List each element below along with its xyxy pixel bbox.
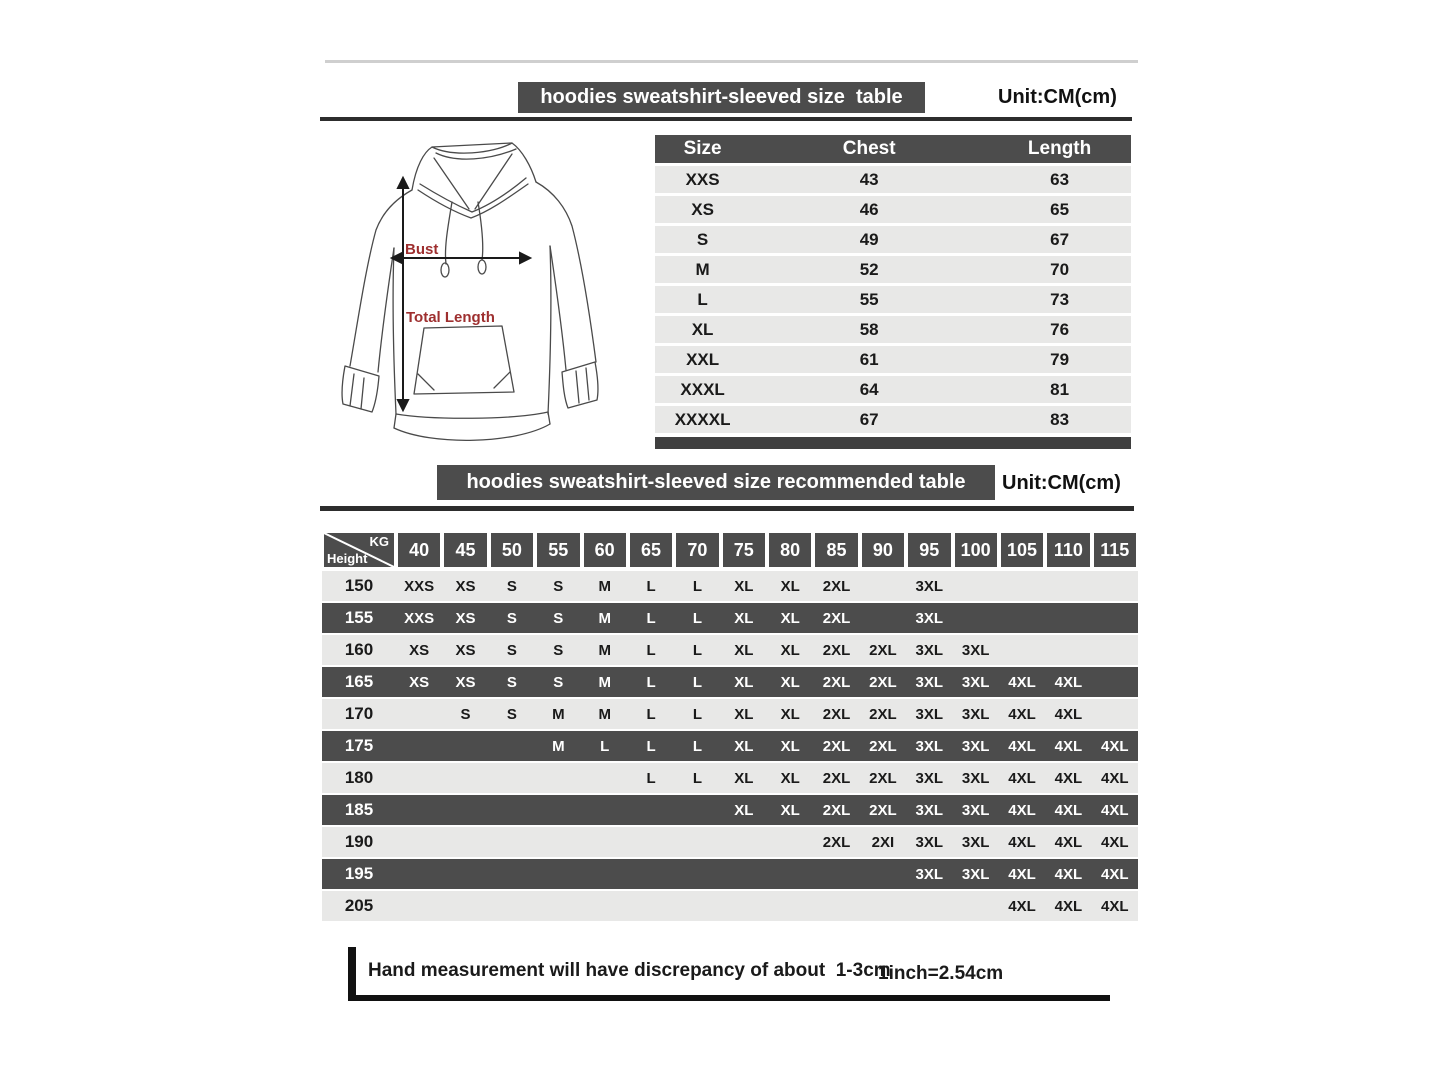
- footer-left-bar: [348, 947, 356, 999]
- recommended-table-row: [322, 667, 1138, 697]
- recommended-size-cell: 4XL: [1008, 833, 1036, 851]
- size-table-header: [655, 135, 1131, 163]
- size-cell: XXS: [685, 169, 720, 189]
- recommended-size-cell: L: [646, 769, 656, 787]
- recommended-size-cell: 2XL: [869, 641, 897, 659]
- recommended-size-cell: 4XL: [1054, 705, 1083, 723]
- recommended-size-cell: [489, 763, 535, 793]
- weight-header-cell: 90: [862, 533, 904, 567]
- recommended-size-cell: [1092, 667, 1138, 697]
- recommended-size-cell: 2XL: [869, 737, 897, 755]
- recommended-size-cell: [1045, 571, 1091, 601]
- size-cell: XL: [691, 319, 714, 339]
- recommended-size-cell: 3XL: [915, 577, 944, 595]
- recommended-size-cell: 2XL: [822, 705, 851, 723]
- size-cell: XS: [691, 199, 714, 219]
- recommended-size-cell: 3XL: [915, 801, 944, 819]
- recommended-size-cell: [1092, 699, 1138, 729]
- chest-cell: 52: [859, 259, 879, 279]
- recommended-size-cell: 3XL: [915, 865, 944, 883]
- size-table: [655, 135, 1131, 449]
- recommended-size-cell: L: [692, 577, 703, 595]
- recommended-size-cell: XL: [780, 769, 800, 787]
- recommended-size-cell: [860, 891, 906, 921]
- recommended-size-cell: 2XL: [869, 673, 897, 691]
- recommended-size-cell: [721, 827, 767, 857]
- chest-cell: 55: [859, 289, 879, 309]
- recommended-size-cell: [489, 891, 535, 921]
- weight-header-cell: 100: [955, 533, 997, 567]
- recommended-table-body: [322, 571, 1138, 921]
- recommended-size-cell: M: [552, 737, 565, 755]
- recommended-size-cell: [628, 795, 674, 825]
- recommended-size-cell: [535, 891, 581, 921]
- recommended-size-cell: S: [553, 641, 564, 659]
- recommended-size-cell: XXS: [404, 609, 435, 627]
- recommended-size-cell: XL: [734, 577, 754, 595]
- recommended-size-cell: [674, 859, 720, 889]
- recommended-size-cell: 4XL: [1008, 705, 1036, 723]
- recommended-size-cell: 2XL: [822, 577, 851, 595]
- recommended-size-cell: 4XL: [1054, 801, 1083, 819]
- size-table-row: [655, 286, 1131, 313]
- corner-header-cell: [324, 533, 394, 567]
- recommended-size-cell: 3XL: [961, 801, 990, 819]
- recommended-size-cell: S: [506, 609, 517, 627]
- recommended-size-cell: 4XL: [1101, 897, 1129, 915]
- size-column-header: Size: [683, 138, 722, 159]
- size-cell: XXXXL: [674, 409, 731, 429]
- recommended-size-cell: 4XL: [1101, 737, 1129, 755]
- recommended-size-cell: [396, 795, 442, 825]
- chest-cell: 58: [859, 319, 879, 339]
- recommended-size-cell: 4XL: [1101, 769, 1129, 787]
- recommended-size-cell: [442, 763, 488, 793]
- recommended-size-cell: [582, 891, 628, 921]
- recommended-size-cell: XL: [780, 609, 800, 627]
- recommended-size-cell: XL: [780, 705, 800, 723]
- recommended-size-cell: [860, 571, 906, 601]
- chest-cell: 49: [859, 229, 879, 249]
- size-table-row: [655, 376, 1131, 403]
- size-table-row: [655, 406, 1131, 433]
- recommended-size-cell: 3XL: [961, 769, 990, 787]
- recommended-table-row: [322, 635, 1138, 665]
- recommended-size-cell: [628, 827, 674, 857]
- recommended-size-cell: L: [646, 577, 656, 595]
- length-cell: 79: [1050, 349, 1070, 369]
- recommended-size-cell: 4XL: [1054, 769, 1083, 787]
- recommended-size-cell: 4XL: [1008, 897, 1036, 915]
- recommended-size-cell: 4XL: [1054, 673, 1083, 691]
- recommended-size-cell: [442, 827, 488, 857]
- recommended-size-cell: 4XL: [1054, 897, 1083, 915]
- recommended-size-cell: S: [506, 673, 517, 691]
- recommended-size-cell: XL: [780, 673, 800, 691]
- height-value-cell: 205: [344, 896, 374, 915]
- recommended-size-cell: 4XL: [1008, 865, 1036, 883]
- kg-label: KG: [369, 534, 389, 549]
- weight-header-cell: 105: [1001, 533, 1043, 567]
- length-cell: 73: [1050, 289, 1070, 309]
- chest-cell: 61: [859, 349, 879, 369]
- recommended-table-header: [322, 531, 1138, 569]
- recommended-size-cell: 2XL: [869, 801, 897, 819]
- recommended-size-cell: 4XL: [1054, 833, 1083, 851]
- recommended-size-cell: XL: [780, 641, 800, 659]
- recommended-size-cell: 2XL: [822, 737, 851, 755]
- recommended-size-cell: [628, 891, 674, 921]
- recommended-size-cell: [674, 827, 720, 857]
- recommended-table-row: [322, 891, 1138, 921]
- recommended-size-cell: 4XL: [1054, 737, 1083, 755]
- length-cell: 67: [1050, 229, 1070, 249]
- size-table-body: [655, 166, 1131, 433]
- size-cell: M: [695, 259, 710, 279]
- weight-header-cell: 40: [398, 533, 440, 567]
- recommended-size-cell: 3XL: [915, 833, 944, 851]
- recommended-size-cell: L: [600, 737, 610, 755]
- recommended-size-cell: L: [692, 737, 703, 755]
- recommended-size-cell: L: [646, 705, 656, 723]
- length-cell: 63: [1050, 169, 1070, 189]
- recommended-size-cell: [721, 891, 767, 921]
- recommended-table-row: [322, 827, 1138, 857]
- recommended-size-cell: 3XL: [915, 609, 944, 627]
- recommended-size-cell: [953, 891, 999, 921]
- recommended-size-cell: XS: [409, 641, 430, 659]
- recommended-size-cell: [674, 795, 720, 825]
- recommended-size-cell: [442, 891, 488, 921]
- height-value-cell: 190: [344, 832, 374, 851]
- size-cell: XXXL: [680, 379, 725, 399]
- size-cell: S: [696, 229, 709, 249]
- recommended-table-row: [322, 763, 1138, 793]
- recommended-size-cell: [535, 827, 581, 857]
- recommended-size-cell: [674, 891, 720, 921]
- weight-header-cell: 60: [584, 533, 626, 567]
- recommended-size-cell: 2XL: [822, 609, 851, 627]
- recommended-size-cell: XL: [780, 737, 800, 755]
- recommended-size-cell: M: [598, 641, 611, 659]
- recommended-size-cell: [442, 731, 488, 761]
- top-edge-artifact: [325, 60, 1138, 63]
- recommended-size-cell: [999, 571, 1045, 601]
- measurement-note: Hand measurement will have discrepancy of about 1-3cm: [368, 960, 891, 981]
- recommended-table: [322, 531, 1138, 923]
- recommended-size-cell: XS: [455, 641, 476, 659]
- recommended-size-cell: 4XL: [1008, 769, 1036, 787]
- recommended-size-cell: 3XL: [915, 769, 944, 787]
- recommended-size-cell: [953, 571, 999, 601]
- bust-label: Bust: [405, 241, 439, 258]
- size-cell: XXL: [686, 349, 720, 369]
- size-table-row: [655, 226, 1131, 253]
- recommended-size-cell: XL: [734, 609, 754, 627]
- recommended-size-cell: M: [598, 673, 611, 691]
- recommended-table-row: [322, 859, 1138, 889]
- recommended-size-cell: 4XL: [1101, 801, 1129, 819]
- recommended-size-cell: XS: [455, 609, 476, 627]
- length-cell: 76: [1050, 319, 1070, 339]
- recommended-size-cell: 4XL: [1008, 673, 1036, 691]
- recommended-size-cell: 4XL: [1008, 801, 1036, 819]
- hoodie-sketch: [342, 143, 598, 440]
- recommended-size-cell: [999, 603, 1045, 633]
- height-value-cell: 165: [344, 672, 374, 691]
- recommended-size-cell: [767, 859, 813, 889]
- recommended-table-row: [322, 571, 1138, 601]
- recommended-size-cell: L: [692, 705, 703, 723]
- recommended-table-row: [322, 699, 1138, 729]
- length-column-header: Length: [1027, 138, 1092, 159]
- recommended-size-cell: L: [692, 769, 703, 787]
- height-value-cell: 155: [344, 608, 374, 627]
- height-value-cell: 180: [344, 768, 374, 787]
- recommended-size-cell: 3XL: [915, 673, 944, 691]
- length-cell: 81: [1050, 379, 1070, 399]
- recommended-size-cell: S: [553, 609, 564, 627]
- recommended-size-cell: [535, 859, 581, 889]
- recommended-size-cell: 2XL: [869, 769, 897, 787]
- recommended-size-cell: 3XL: [961, 833, 990, 851]
- recommended-size-cell: [953, 603, 999, 633]
- weight-header-cell: 75: [723, 533, 765, 567]
- recommended-size-cell: S: [506, 577, 517, 595]
- size-table-row: [655, 196, 1131, 223]
- recommended-size-cell: [582, 763, 628, 793]
- inch-conversion: 1inch=2.54cm: [878, 963, 1004, 984]
- weight-header-cell: 110: [1047, 533, 1089, 567]
- recommended-size-cell: XS: [455, 577, 476, 595]
- recommended-size-cell: 3XL: [915, 737, 944, 755]
- recommended-size-cell: XL: [734, 769, 754, 787]
- recommended-size-cell: [442, 859, 488, 889]
- recommended-size-cell: M: [598, 577, 611, 595]
- height-value-cell: 195: [344, 864, 374, 883]
- recommended-size-cell: [582, 795, 628, 825]
- recommended-size-cell: [721, 859, 767, 889]
- weight-header-cell: 80: [769, 533, 811, 567]
- recommended-size-cell: S: [553, 673, 564, 691]
- recommended-size-cell: [1092, 571, 1138, 601]
- recommended-size-cell: 3XL: [961, 641, 990, 659]
- recommended-table-row: [322, 731, 1138, 761]
- recommended-size-cell: M: [552, 705, 565, 723]
- recommended-size-cell: 2XL: [869, 705, 897, 723]
- recommended-size-cell: XL: [734, 705, 754, 723]
- recommended-size-cell: L: [646, 609, 656, 627]
- recommended-size-cell: L: [692, 673, 703, 691]
- recommended-size-cell: 3XL: [961, 865, 990, 883]
- recommended-size-cell: L: [646, 737, 656, 755]
- recommended-size-cell: [489, 859, 535, 889]
- recommended-table-title: hoodies sweatshirt-sleeved size recommended table: [466, 471, 966, 493]
- size-table-row: [655, 256, 1131, 283]
- recommended-size-cell: M: [598, 609, 611, 627]
- recommended-size-cell: L: [646, 673, 656, 691]
- recommended-size-cell: [535, 763, 581, 793]
- chest-column-header: Chest: [842, 138, 896, 159]
- recommended-size-cell: 2XL: [822, 801, 851, 819]
- recommended-size-cell: [396, 891, 442, 921]
- recommended-size-cell: XL: [734, 801, 754, 819]
- recommended-size-cell: [813, 859, 859, 889]
- weight-header-cell: 85: [815, 533, 857, 567]
- height-value-cell: 170: [344, 704, 374, 723]
- recommended-size-cell: 2XL: [822, 833, 851, 851]
- weight-header-cell: 115: [1094, 533, 1136, 567]
- recommended-size-cell: [582, 827, 628, 857]
- recommended-size-cell: S: [506, 705, 517, 723]
- chest-cell: 46: [859, 199, 879, 219]
- recommended-table-row: [322, 795, 1138, 825]
- length-cell: 65: [1050, 199, 1070, 219]
- recommended-size-cell: [489, 827, 535, 857]
- recommended-size-cell: [582, 859, 628, 889]
- recommended-size-cell: XS: [409, 673, 430, 691]
- recommended-size-cell: 3XL: [961, 705, 990, 723]
- recommended-size-cell: 2XL: [822, 769, 851, 787]
- recommended-size-cell: 4XL: [1101, 833, 1129, 851]
- recommended-size-cell: 3XL: [961, 737, 990, 755]
- recommended-table-title-bar: [437, 465, 995, 500]
- weight-header-cell: 55: [537, 533, 579, 567]
- recommended-size-cell: [1092, 603, 1138, 633]
- weight-header-cell: 95: [908, 533, 950, 567]
- recommended-size-cell: 4XL: [1101, 865, 1129, 883]
- size-table-title: hoodies sweatshirt-sleeved size table: [540, 86, 903, 108]
- size-cell: L: [697, 289, 708, 309]
- recommended-size-cell: [489, 731, 535, 761]
- recommended-size-cell: XL: [780, 577, 800, 595]
- height-label: Height: [327, 551, 368, 566]
- recommended-size-cell: [767, 891, 813, 921]
- recommended-size-cell: [1092, 635, 1138, 665]
- recommended-size-cell: XL: [780, 801, 800, 819]
- recommended-size-cell: [535, 795, 581, 825]
- recommended-size-cell: XL: [734, 673, 754, 691]
- length-cell: 83: [1050, 409, 1070, 429]
- size-table-title-bar: [518, 82, 925, 113]
- recommended-table-row: [322, 603, 1138, 633]
- hoodie-measurement-diagram: [332, 130, 610, 458]
- height-value-cell: 175: [344, 736, 374, 755]
- size-table-unit-label: Unit:CM(cm): [998, 86, 1117, 108]
- size-table-footer-bar: [655, 437, 1131, 449]
- chest-cell: 67: [859, 409, 879, 429]
- recommended-size-cell: L: [692, 641, 703, 659]
- height-value-cell: 150: [344, 576, 374, 595]
- divider-line-top: [320, 117, 1132, 121]
- divider-line-middle: [320, 506, 1134, 511]
- weight-header-cell: 65: [630, 533, 672, 567]
- recommended-size-cell: S: [553, 577, 564, 595]
- weight-header-cell: 70: [676, 533, 718, 567]
- recommended-size-cell: [860, 859, 906, 889]
- recommended-size-cell: S: [506, 641, 517, 659]
- recommended-size-cell: L: [692, 609, 703, 627]
- recommended-size-cell: L: [646, 641, 656, 659]
- recommended-size-cell: XL: [734, 737, 754, 755]
- recommended-size-cell: [396, 859, 442, 889]
- recommended-size-cell: S: [460, 705, 471, 723]
- recommended-size-cell: [396, 699, 442, 729]
- recommended-size-cell: [442, 795, 488, 825]
- length-cell: 70: [1050, 259, 1070, 279]
- recommended-table-unit-label: Unit:CM(cm): [1002, 472, 1121, 494]
- recommended-size-cell: 4XL: [1054, 865, 1083, 883]
- recommended-size-cell: [628, 859, 674, 889]
- recommended-size-cell: [906, 891, 952, 921]
- recommended-size-cell: XS: [455, 673, 476, 691]
- chest-cell: 64: [859, 379, 879, 399]
- footer-bottom-line: [348, 995, 1110, 1001]
- size-table-row: [655, 316, 1131, 343]
- recommended-size-cell: 2XI: [871, 833, 895, 851]
- chest-cell: 43: [859, 169, 879, 189]
- recommended-size-cell: [813, 891, 859, 921]
- weight-header-cell: 50: [491, 533, 533, 567]
- recommended-size-cell: [860, 603, 906, 633]
- recommended-size-cell: XXS: [404, 577, 435, 595]
- recommended-size-cell: [767, 827, 813, 857]
- recommended-size-cell: 2XL: [822, 673, 851, 691]
- total-length-label: Total Length: [406, 309, 495, 326]
- size-table-row: [655, 166, 1131, 193]
- recommended-size-cell: M: [598, 705, 611, 723]
- recommended-size-cell: [999, 635, 1045, 665]
- recommended-size-cell: 2XL: [822, 641, 851, 659]
- recommended-size-cell: [489, 795, 535, 825]
- recommended-size-cell: 4XL: [1008, 737, 1036, 755]
- recommended-size-cell: 3XL: [915, 641, 944, 659]
- total-length-arrow: [398, 178, 408, 410]
- size-table-row: [655, 346, 1131, 373]
- weight-header-cell: 45: [444, 533, 486, 567]
- recommended-size-cell: [396, 827, 442, 857]
- height-value-cell: 160: [344, 640, 374, 659]
- recommended-size-cell: [1045, 603, 1091, 633]
- height-value-cell: 185: [344, 800, 374, 819]
- recommended-size-cell: [396, 763, 442, 793]
- recommended-size-cell: 3XL: [961, 673, 990, 691]
- recommended-size-cell: XL: [734, 641, 754, 659]
- recommended-size-cell: 3XL: [915, 705, 944, 723]
- recommended-size-cell: [1045, 635, 1091, 665]
- recommended-size-cell: [396, 731, 442, 761]
